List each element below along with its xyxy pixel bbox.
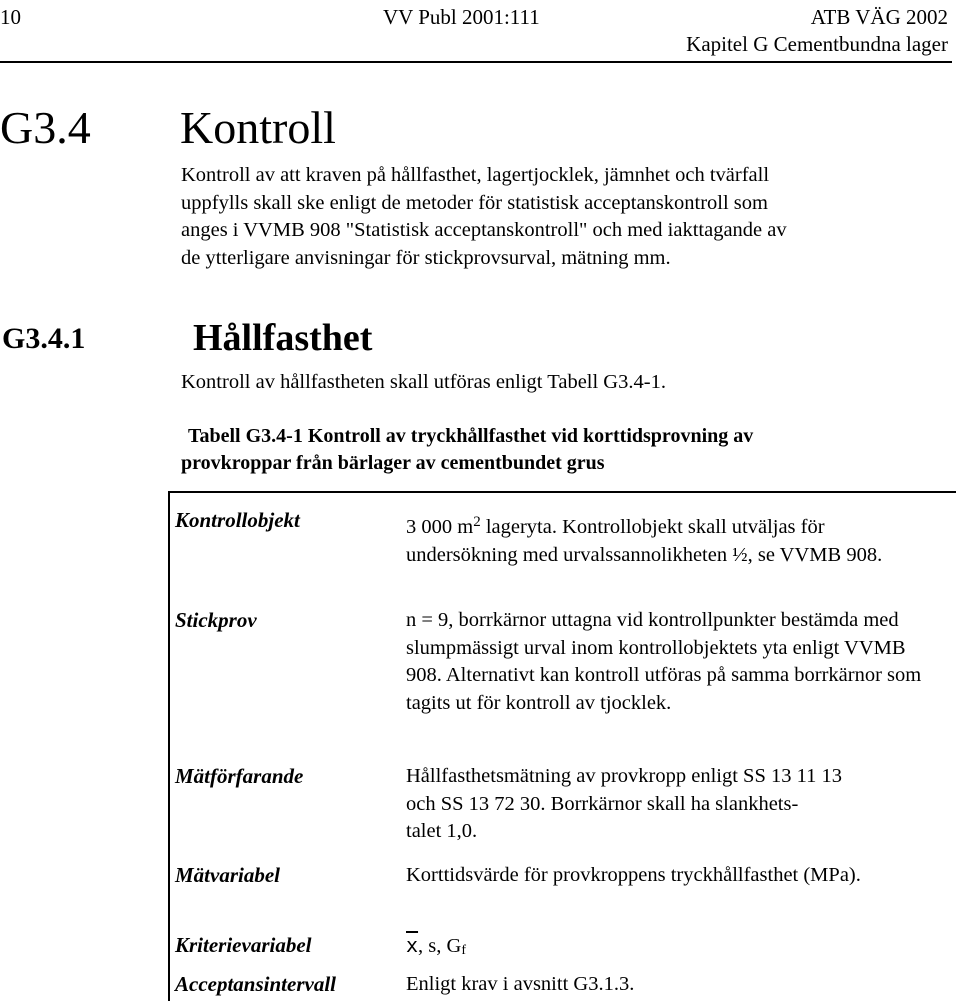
superscript: 2 <box>473 514 481 530</box>
row-value-stickprov: n = 9, borrkärnor uttagna vid kontrollpunkter bestämda med slumpmässigt urval inom kontrollobjektets yta enligt VVMB 908. Alternativt kan kontroll utföras på samma borrkärnor som tagits ut för kontroll av tjocklek. <box>406 609 922 714</box>
value-text: , s, G <box>418 935 462 957</box>
row-label-kriterievariabel: Kriterievariabel <box>175 933 312 957</box>
row-label-matvariabel: Mätvariabel <box>175 863 280 887</box>
value-line: och SS 13 72 30. Borrkärnor skall ha slankhets- <box>406 792 799 815</box>
value-line: talet 1,0. <box>406 820 478 842</box>
row-value-kontrollobjekt <box>406 509 941 569</box>
row-value-acceptansintervall: Enligt krav i avsnitt G3.1.3. <box>406 973 635 995</box>
value-text: 3 000 m <box>406 516 474 538</box>
subscript: f <box>461 943 467 958</box>
table-caption-line: provkroppar från bärlager av cementbundet grus <box>181 452 605 474</box>
row-value-kriterievariabel <box>406 932 706 965</box>
publication-id: VV Publ 2001:111 <box>383 5 540 29</box>
paragraph-line: de ytterligare anvisningar för stickprovsurval, mätning mm. <box>181 246 671 269</box>
section-paragraph <box>181 162 787 272</box>
row-label-kontrollobjekt: Kontrollobjekt <box>175 508 300 532</box>
section-number: G3.4 <box>0 102 91 153</box>
row-label-matforfarande: Mätförfarande <box>175 764 304 788</box>
x-bar-symbol: $\overline{x}$ <box>406 933 419 957</box>
page-number: 10 <box>0 5 21 29</box>
header-rule <box>0 61 952 63</box>
paragraph-line: Kontroll av att kraven på hållfasthet, lagertjocklek, jämnhet och tvärfall <box>181 164 770 186</box>
subsection-title: Hållfasthet <box>193 317 373 359</box>
row-value-matvariabel: Korttidsvärde för provkroppens tryckhållfasthet (MPa). <box>406 864 861 886</box>
series-title: ATB VÄG 2002 <box>810 5 948 29</box>
paragraph-line: uppfylls skall ske enligt de metoder för statistisk acceptanskontroll som <box>181 191 768 214</box>
row-value-matforfarande <box>406 763 951 846</box>
subsection-paragraph: Kontroll av hållfastheten skall utföras enligt Tabell G3.4-1. <box>181 371 666 393</box>
subsection-number: G3.4.1 <box>2 322 86 355</box>
section-title: Kontroll <box>180 102 336 153</box>
chapter-title: Kapitel G Cementbundna lager <box>686 32 948 56</box>
value-text: lageryta. Kontrollobjekt skall utväljas för undersökning med urvalssannolikheten ½, se VVMB 908. <box>406 516 883 566</box>
paragraph-line: anges i VVMB 908 "Statistisk acceptanskontroll" och med iakttagande av <box>181 219 787 241</box>
row-label-acceptansintervall: Acceptansintervall <box>175 972 336 996</box>
row-label-stickprov: Stickprov <box>175 608 257 632</box>
value-line: Hållfasthetsmätning av provkropp enligt SS 13 11 13 <box>406 765 842 787</box>
table-caption-line: Tabell G3.4-1 Kontroll av tryckhållfasthet vid korttidsprovning av <box>188 425 754 447</box>
